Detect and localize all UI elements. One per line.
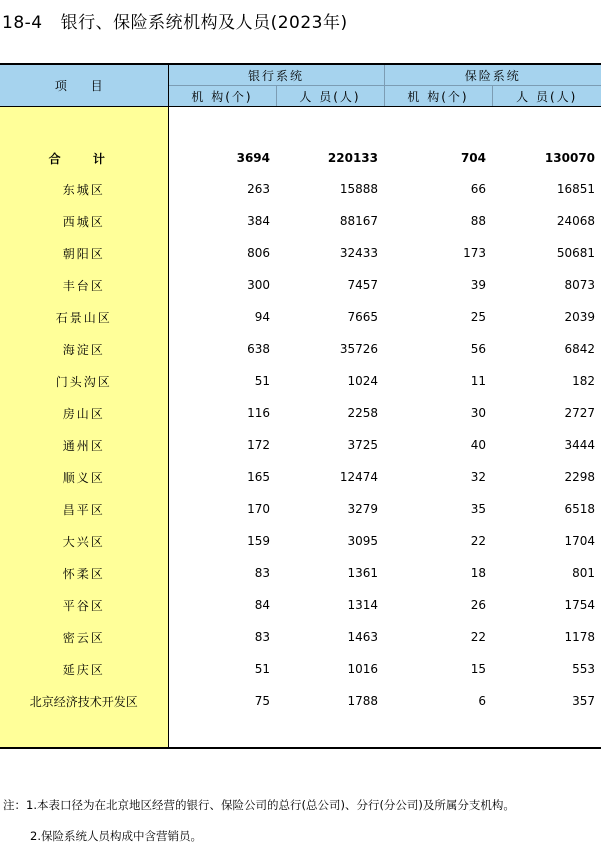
table-row [0, 333, 601, 365]
bank-personnel-cell: 1463 [347, 630, 379, 644]
table-row [0, 461, 601, 493]
bank-institutions-cell: 170 [247, 502, 270, 516]
total-insurance-personnel: 130070 [544, 151, 596, 165]
bank-institutions-cell: 638 [247, 342, 270, 356]
bank-personnel-cell: 3095 [347, 534, 379, 548]
insurance-institutions-cell: 35 [470, 502, 487, 516]
bank-institutions-cell: 94 [254, 310, 270, 324]
insurance-institutions-cell: 173 [463, 246, 487, 260]
bank-personnel-cell: 7665 [347, 310, 379, 324]
district-name: 石景山区 [0, 301, 168, 333]
total-row [0, 143, 601, 173]
insurance-personnel-cell: 3444 [564, 438, 596, 452]
insurance-personnel-cell: 2039 [564, 310, 596, 324]
bank-institutions-cell: 83 [254, 566, 270, 580]
insurance-institutions-cell: 66 [470, 182, 487, 196]
table-row [0, 525, 601, 557]
insurance-personnel-cell: 1704 [564, 534, 596, 548]
insurance-personnel-cell: 6842 [564, 342, 596, 356]
table-row [0, 397, 601, 429]
total-label: 合 计 [0, 143, 168, 173]
table-row [0, 205, 601, 237]
bank-institutions-cell: 165 [247, 470, 270, 484]
table-number: 18-4 [2, 13, 43, 33]
district-name: 大兴区 [0, 525, 168, 557]
district-name: 通州区 [0, 429, 168, 461]
insurance-personnel-cell: 8073 [564, 278, 596, 292]
insurance-personnel-cell: 182 [572, 374, 596, 388]
insurance-institutions-cell: 56 [470, 342, 487, 356]
page-title [2, 8, 348, 33]
table-row [0, 589, 601, 621]
total-bank-personnel: 220133 [327, 151, 379, 165]
bank-personnel-cell: 88167 [339, 214, 379, 228]
insurance-institutions-cell: 25 [470, 310, 487, 324]
insurance-institutions-cell: 39 [470, 278, 487, 292]
insurance-institutions-cell: 22 [470, 630, 487, 644]
bank-institutions-cell: 263 [247, 182, 270, 196]
insurance-institutions-cell: 6 [478, 694, 487, 708]
bank-institutions-header: 机 构(个) [168, 86, 276, 107]
insurance-group-header: 保险系统 [384, 64, 601, 86]
insurance-personnel-header: 人 员(人) [492, 86, 601, 107]
district-name: 顺义区 [0, 461, 168, 493]
insurance-institutions-cell: 15 [470, 662, 487, 676]
table-row [0, 557, 601, 589]
insurance-personnel-cell: 1754 [564, 598, 596, 612]
district-name: 西城区 [0, 205, 168, 237]
bank-personnel-cell: 12474 [339, 470, 379, 484]
insurance-institutions-cell: 11 [470, 374, 487, 388]
insurance-personnel-cell: 1178 [564, 630, 596, 644]
bank-personnel-cell: 32433 [339, 246, 379, 260]
bank-personnel-cell: 1024 [347, 374, 379, 388]
district-name: 密云区 [0, 621, 168, 653]
table-row [0, 365, 601, 397]
district-name: 东城区 [0, 173, 168, 205]
table-row [0, 429, 601, 461]
insurance-personnel-cell: 801 [572, 566, 596, 580]
district-name: 北京经济技术开发区 [0, 685, 168, 717]
bank-institutions-cell: 51 [254, 662, 270, 676]
table-row [0, 653, 601, 685]
table-notes [3, 790, 515, 852]
item-column-header: 项 目 [0, 64, 168, 107]
bank-personnel-cell: 7457 [347, 278, 379, 292]
note-1: 注：1.本表口径为在北京地区经营的银行、保险公司的总行(总公司)、分行(分公司)及所属分支机构。 [3, 798, 515, 812]
statistics-table [0, 63, 601, 749]
bank-personnel-cell: 1016 [347, 662, 379, 676]
bank-personnel-cell: 15888 [339, 182, 379, 196]
table-header [0, 64, 601, 107]
bank-institutions-cell: 172 [247, 438, 270, 452]
bank-personnel-header: 人 员(人) [276, 86, 384, 107]
bank-institutions-cell: 116 [247, 406, 270, 420]
district-name: 朝阳区 [0, 237, 168, 269]
bank-personnel-cell: 3725 [347, 438, 379, 452]
district-name: 房山区 [0, 397, 168, 429]
insurance-institutions-cell: 32 [470, 470, 487, 484]
table-title: 银行、保险系统机构及人员(2023年) [60, 13, 348, 33]
district-name: 海淀区 [0, 333, 168, 365]
bank-personnel-cell: 1788 [347, 694, 379, 708]
table-row [0, 301, 601, 333]
insurance-personnel-cell: 2298 [564, 470, 596, 484]
bank-personnel-cell: 1361 [347, 566, 379, 580]
total-bank-institutions: 3694 [236, 151, 270, 165]
bank-group-header: 银行系统 [168, 64, 384, 86]
bank-institutions-cell: 806 [247, 246, 270, 260]
bank-institutions-cell: 384 [247, 214, 270, 228]
district-name: 门头沟区 [0, 365, 168, 397]
bank-institutions-cell: 159 [247, 534, 270, 548]
table-row [0, 493, 601, 525]
district-name: 平谷区 [0, 589, 168, 621]
insurance-personnel-cell: 50681 [556, 246, 596, 260]
insurance-institutions-cell: 30 [470, 406, 487, 420]
table-row [0, 685, 601, 717]
district-name: 丰台区 [0, 269, 168, 301]
insurance-personnel-cell: 2727 [564, 406, 596, 420]
insurance-personnel-cell: 553 [572, 662, 596, 676]
bank-institutions-cell: 84 [254, 598, 270, 612]
bank-personnel-cell: 35726 [339, 342, 379, 356]
bank-institutions-cell: 75 [254, 694, 270, 708]
insurance-institutions-cell: 18 [470, 566, 487, 580]
bank-institutions-cell: 300 [247, 278, 270, 292]
bank-institutions-cell: 51 [254, 374, 270, 388]
bank-personnel-cell: 3279 [347, 502, 379, 516]
table-row [0, 173, 601, 205]
total-insurance-institutions: 704 [460, 151, 487, 165]
table-row [0, 269, 601, 301]
insurance-personnel-cell: 6518 [564, 502, 596, 516]
table-body [0, 107, 601, 749]
insurance-institutions-cell: 88 [470, 214, 487, 228]
table-end-row [0, 717, 601, 748]
insurance-institutions-cell: 22 [470, 534, 487, 548]
insurance-institutions-cell: 40 [470, 438, 487, 452]
bank-institutions-cell: 83 [254, 630, 270, 644]
insurance-personnel-cell: 16851 [556, 182, 596, 196]
insurance-personnel-cell: 357 [572, 694, 596, 708]
bank-personnel-cell: 1314 [347, 598, 379, 612]
insurance-institutions-cell: 26 [470, 598, 487, 612]
note-2: 2.保险系统人员构成中含营销员。 [30, 829, 202, 843]
bank-personnel-cell: 2258 [347, 406, 379, 420]
table-row [0, 237, 601, 269]
insurance-personnel-cell: 24068 [556, 214, 596, 228]
table-row [0, 621, 601, 653]
district-name: 怀柔区 [0, 557, 168, 589]
district-name: 昌平区 [0, 493, 168, 525]
spacer-row [0, 107, 601, 144]
district-name: 延庆区 [0, 653, 168, 685]
insurance-institutions-header: 机 构(个) [384, 86, 492, 107]
